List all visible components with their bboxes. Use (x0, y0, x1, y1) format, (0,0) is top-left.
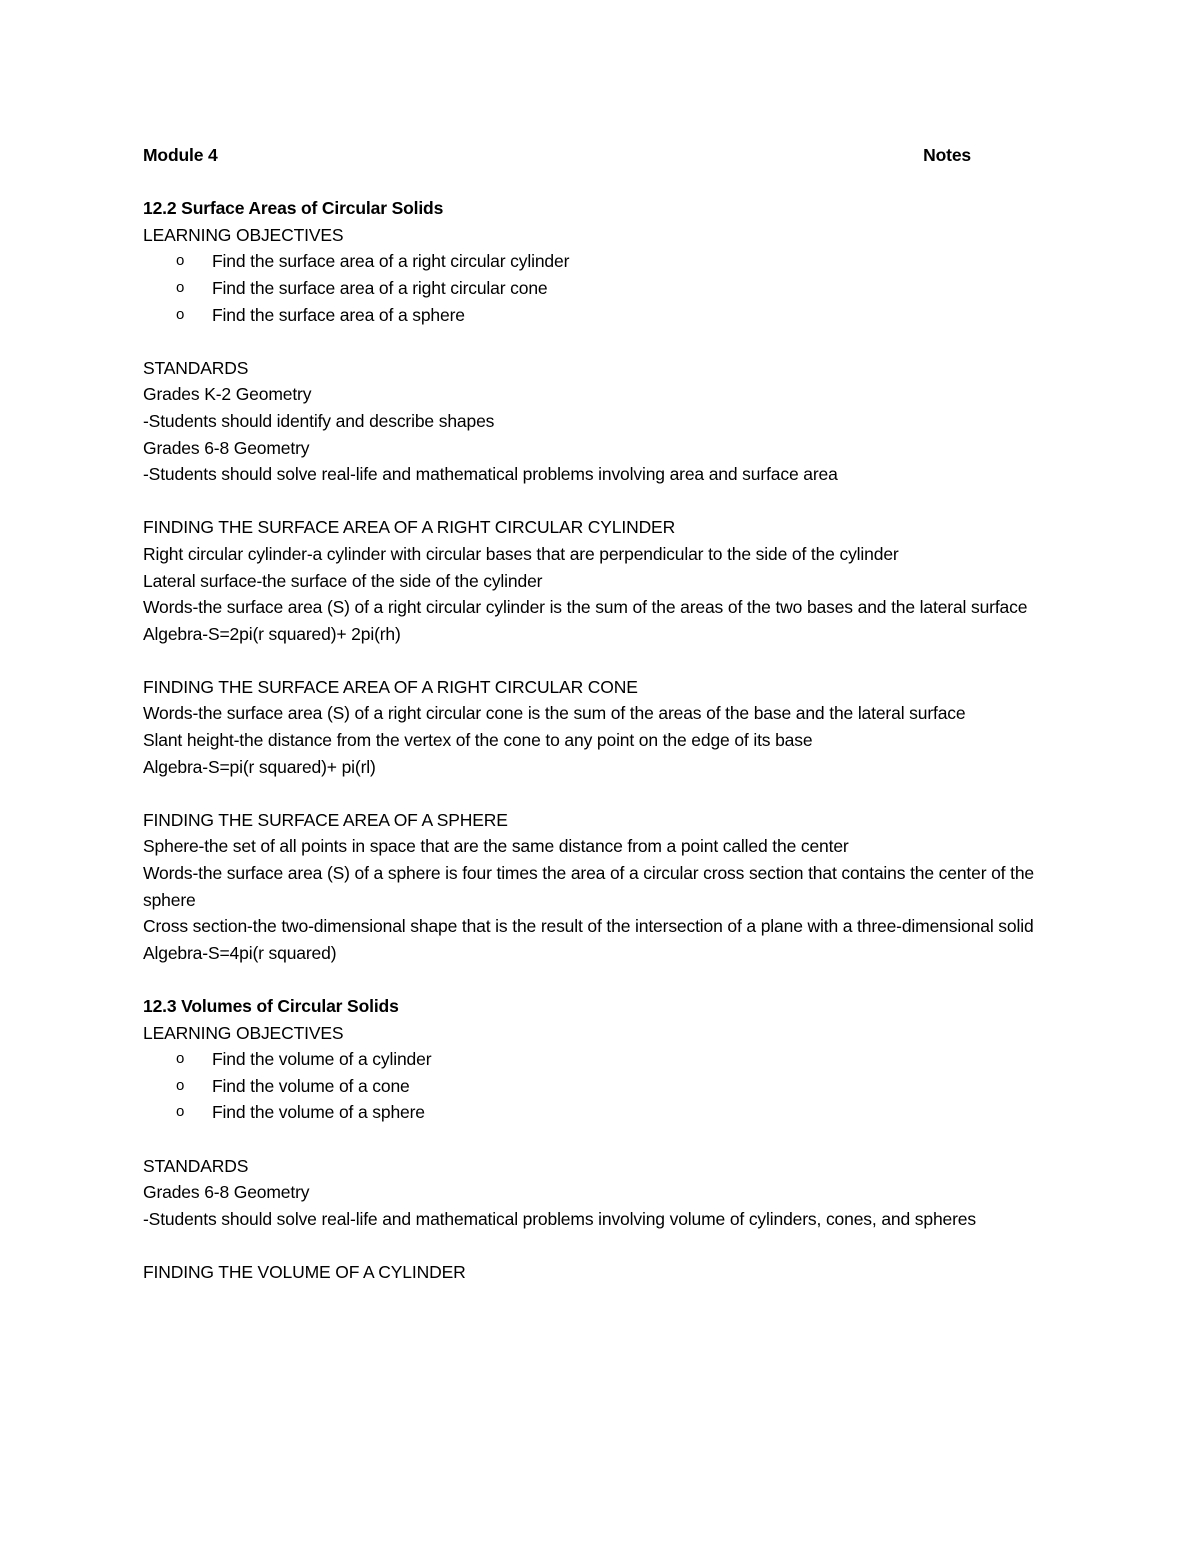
standard-line: Grades 6-8 Geometry (143, 1182, 310, 1203)
bullet-marker: o (176, 1076, 185, 1094)
bullet-marker: o (176, 252, 185, 270)
formula-line: Algebra-S=4pi(r squared) (143, 942, 337, 963)
learning-objectives-heading: LEARNING OBJECTIVES (143, 224, 344, 245)
sphere-surface-heading: FINDING THE SURFACE AREA OF A SPHERE (143, 809, 508, 830)
standard-line: Grades K-2 Geometry (143, 384, 312, 405)
note-line: Cross section-the two-dimensional shape that is the result of the intersection of a plane with a three-dimensional solid (143, 916, 1034, 937)
cylinder-volume-heading: FINDING THE VOLUME OF A CYLINDER (143, 1261, 466, 1282)
note-line: Words-the surface area (S) of a right circular cone is the sum of the areas of the base and the lateral surface (143, 703, 966, 724)
list-item: o Find the surface area of a sphere (143, 302, 1058, 329)
standards-heading: STANDARDS (143, 1155, 249, 1176)
note-line: Right circular cylinder-a cylinder with circular bases that are perpendicular to the side of the cylinder (143, 543, 899, 564)
note-line: Lateral surface-the surface of the side of the cylinder (143, 570, 543, 591)
standard-line: -Students should solve real-life and mathematical problems involving volume of cylinders, cones, and spheres (143, 1208, 976, 1229)
cone-surface-heading: FINDING THE SURFACE AREA OF A RIGHT CIRCULAR CONE (143, 676, 638, 697)
cylinder-surface-heading: FINDING THE SURFACE AREA OF A RIGHT CIRCULAR CYLINDER (143, 517, 676, 538)
list-item: o Find the volume of a cone (143, 1073, 1058, 1100)
bullet-marker: o (176, 1103, 185, 1121)
note-line: Words-the surface area (S) of a right circular cylinder is the sum of the areas of the two bases and the lateral surface (143, 597, 1028, 618)
section-12-3-title: 12.3 Volumes of Circular Solids (143, 996, 399, 1016)
list-item: o Find the volume of a sphere (143, 1099, 1058, 1126)
page-header (143, 142, 1058, 169)
bullet-marker: o (176, 1050, 185, 1068)
standard-line: Grades 6-8 Geometry (143, 437, 310, 458)
standard-line: -Students should identify and describe shapes (143, 410, 495, 431)
list-item: o Find the surface area of a right circular cone (143, 275, 1058, 302)
bullet-marker: o (176, 278, 185, 296)
module-title: Module 4 (143, 145, 218, 165)
learning-objectives-heading: LEARNING OBJECTIVES (143, 1022, 344, 1043)
notes-label: Notes (923, 145, 971, 165)
standards-heading: STANDARDS (143, 357, 249, 378)
bullet-marker: o (176, 305, 185, 323)
section-12-2-title: 12.2 Surface Areas of Circular Solids (143, 198, 444, 219)
objectives-list (143, 248, 1058, 328)
list-item: o Find the volume of a cylinder (143, 1046, 1058, 1073)
note-line: Slant height-the distance from the vertex of the cone to any point on the edge of its base (143, 730, 813, 751)
document-body (143, 142, 1058, 1286)
standard-line: -Students should solve real-life and mathematical problems involving area and surface area (143, 464, 838, 485)
note-line: Sphere-the set of all points in space that are the same distance from a point called the center (143, 836, 849, 857)
objectives-list (143, 1046, 1058, 1126)
formula-line: Algebra-S=pi(r squared)+ pi(rl) (143, 756, 376, 777)
list-item: o Find the surface area of a right circular cylinder (143, 248, 1058, 275)
formula-line: Algebra-S=2pi(r squared)+ 2pi(rh) (143, 623, 401, 644)
note-line: Words-the surface area (S) of a sphere is four times the area of a circular cross section that contains the center of the sphere (143, 863, 1034, 910)
